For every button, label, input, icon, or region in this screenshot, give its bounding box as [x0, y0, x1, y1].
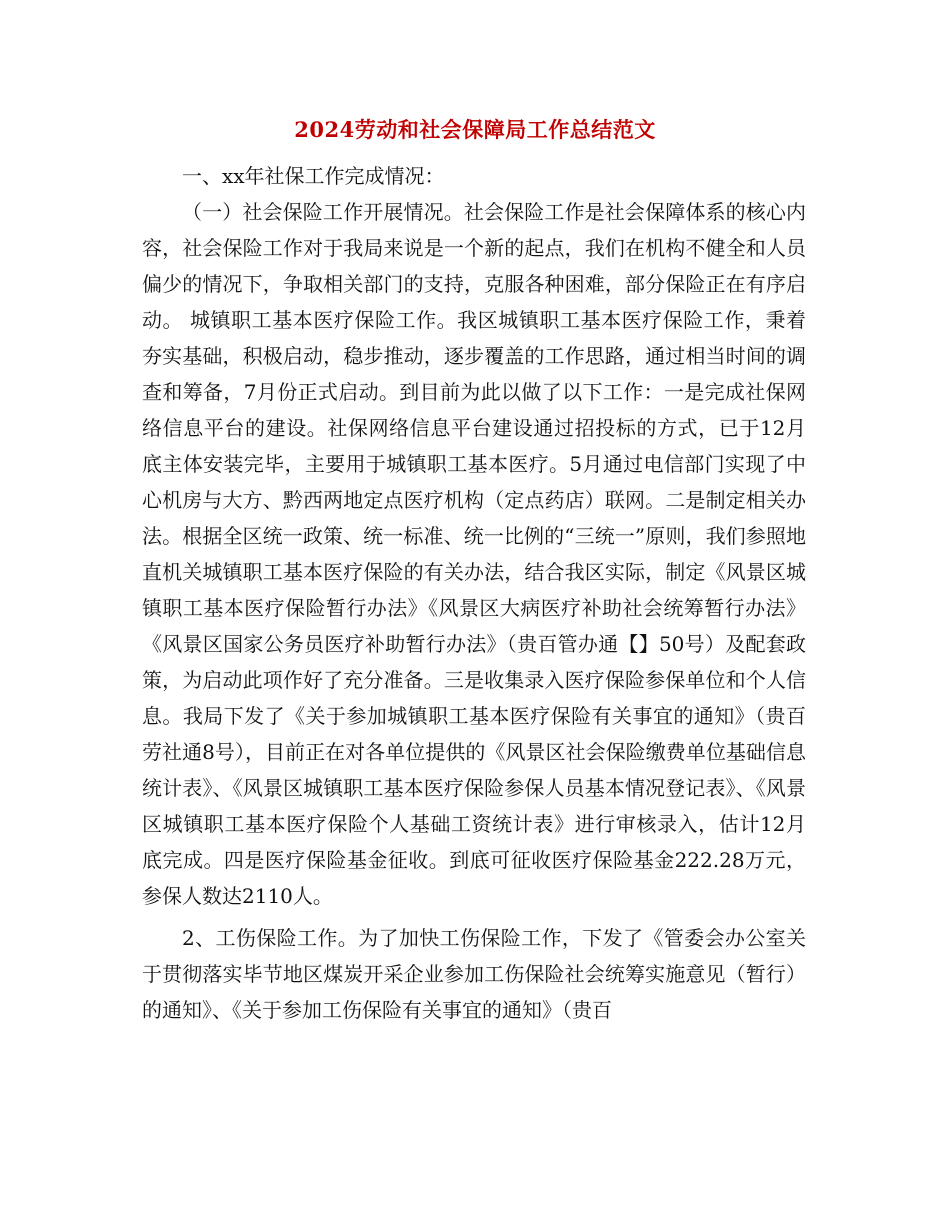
body-paragraph: 2、工伤保险工作。为了加快工伤保险工作，下发了《管委会办公室关于贯彻落实毕节地区煤炭开采企业参加工伤保险社会统筹实施意见（暂行）的通知》、《关于参加工伤保险有关事宜的通知》（贵百 [142, 926, 806, 1022]
document-title: 2024劳动和社会保障局工作总结范文 [294, 117, 656, 142]
section-heading: 一、xx年社保工作完成情况： [182, 164, 445, 188]
document-body [142, 158, 806, 1028]
body-paragraph: （一）社会保险工作开展情况。社会保险工作是社会保障体系的核心内容，社会保险工作对于我局来说是一个新的起点，我们在机构不健全和人员偏少的情况下，争取相关部门的支持，克服各种困难，部分保险正在有序启动。 城镇职工基本医疗保险工作。我区城镇职工基本医疗保险工作，秉着夯实基础，积极启动，稳步推动，逐步覆盖的工作思路，通过相当时间的调查和筹备，7月份正式启动。到目前为此以做了以下工作：一是完成社保网络信息平台的建设。社保网络信息平台建设通过招投标的方式，已于12月底主体安装完毕，主要用于城镇职工基本医疗。5月通过电信部门实现了中心机房与大方、黔西两地定点医疗机构（定点药店）联网。二是制定相关办法。根据全区统一政策、统一标准、统一比例的“三统一”原则，我们参照地直机关城镇职工基本医疗保险的有关办法，结合我区实际，制定《风景区城镇职工基本医疗保险暂行办法》《风景区大病医疗补助社会统筹暂行办法》《风景区国家公务员医疗补助暂行办法》（贵百管办通【】50号）及配套政策，为启动此项作好了充分准备。三是收集录入医疗保险参保单位和个人信息。我局下发了《关于参加城镇职工基本医疗保险有关事宜的通知》（贵百劳社通8号），目前正在对各单位提供的《风景区社会保险缴费单位基础信息统计表》、《风景区城镇职工基本医疗保险参保人员基本情况登记表》、《风景区城镇职工基本医疗保险个人基础工资统计表》进行审核录入，估计12月底完成。四是医疗保险基金征收。到底可征收医疗保险基金222.28万元，参保人数达2110人。 [142, 200, 806, 908]
